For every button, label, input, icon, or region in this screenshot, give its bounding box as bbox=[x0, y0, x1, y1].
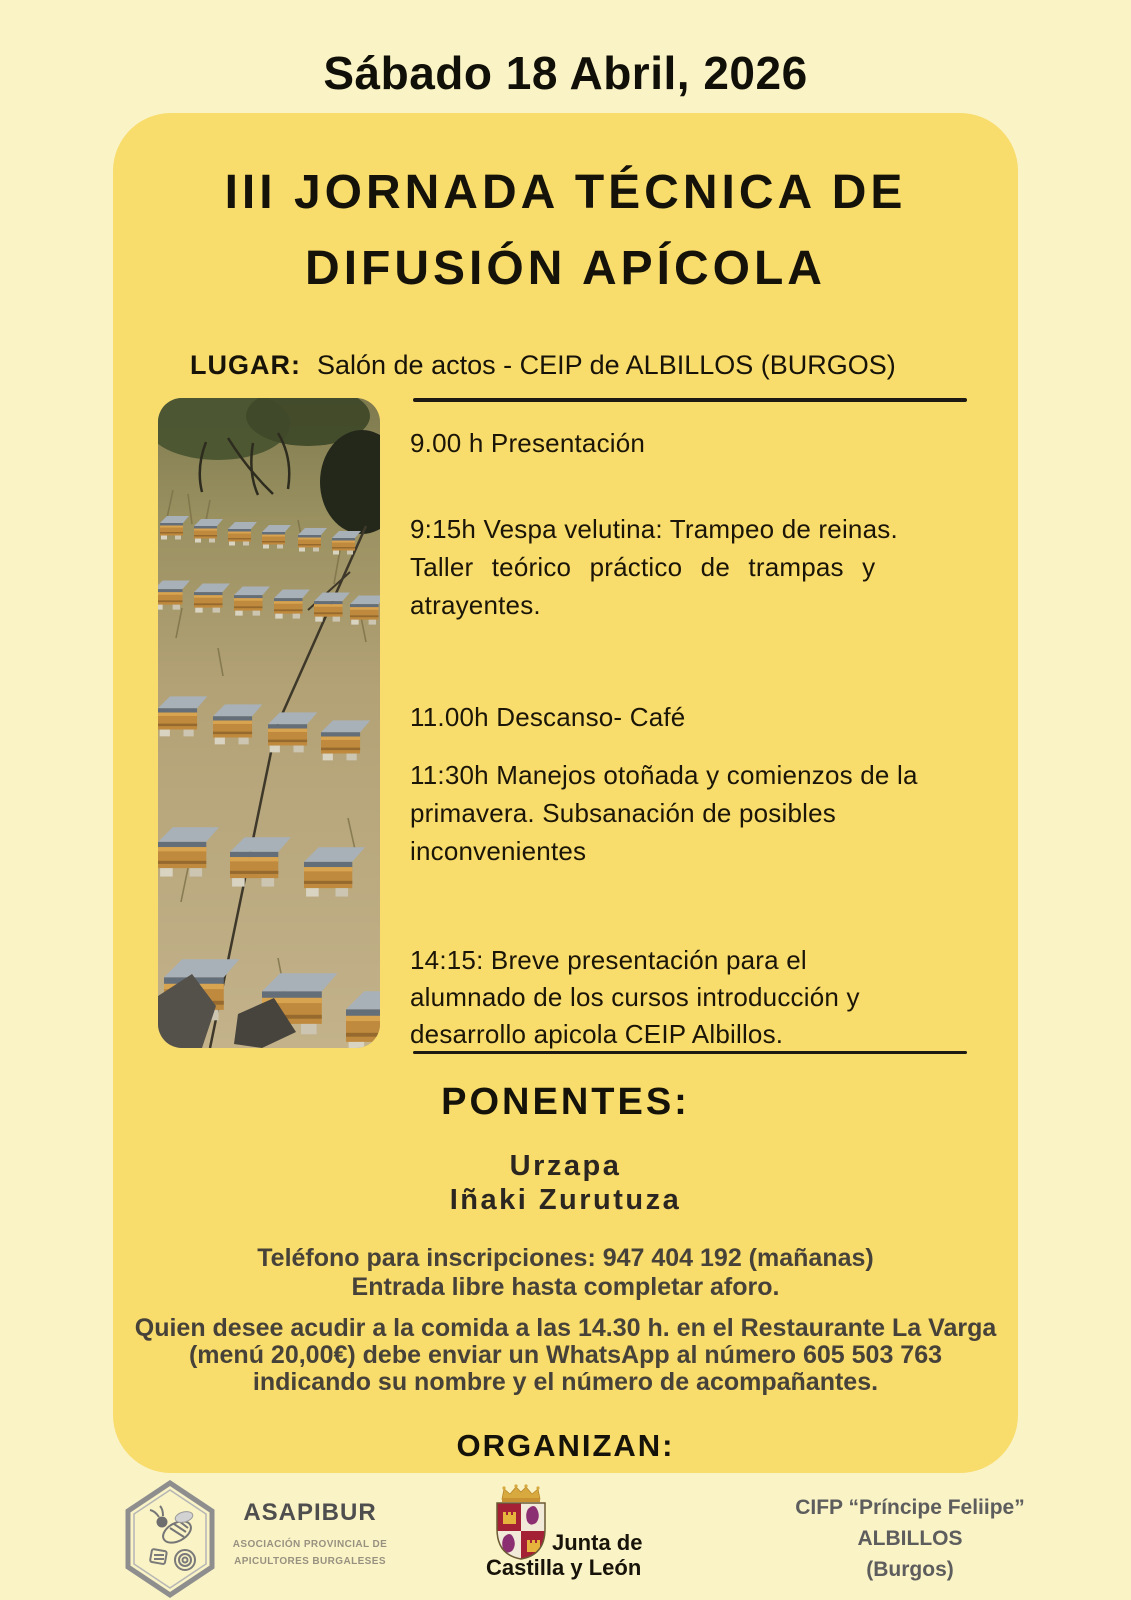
asapibur-name: ASAPIBUR bbox=[243, 1499, 377, 1526]
schedule-line: primavera. Subsanación de posibles bbox=[410, 798, 836, 828]
schedule-line: 11.00h Descanso- Café bbox=[410, 702, 686, 732]
location-label: LUGAR: bbox=[190, 350, 301, 380]
meal-note-line: Quien desee acudir a la comida a las 14.30 h. en el Restaurante La Varga bbox=[134, 1314, 997, 1342]
speaker-name: Urzapa bbox=[509, 1150, 622, 1182]
schedule-item-presentacion bbox=[410, 424, 958, 462]
meal-note bbox=[113, 1315, 1018, 1396]
junta-name-line1: Junta de bbox=[552, 1530, 643, 1555]
event-title-line1: III JORNADA TÉCNICA DE bbox=[224, 166, 907, 219]
asapibur-subtitle-line2: APICULTORES BURGALESES bbox=[234, 1556, 386, 1567]
schedule-item-descanso bbox=[410, 698, 958, 736]
schedule-line: alumnado de los cursos introducción y bbox=[410, 982, 860, 1012]
apiary-photo-illustration bbox=[158, 398, 380, 1048]
schedule-item-vespa-velutina bbox=[410, 510, 958, 624]
bottom-divider bbox=[413, 1051, 967, 1054]
cifp-line2: ALBILLOS bbox=[857, 1527, 963, 1550]
meal-note-line: (menú 20,00€) debe enviar un WhatsApp al número 605 503 763 bbox=[188, 1341, 943, 1369]
top-divider bbox=[413, 398, 967, 402]
schedule-line: 14:15: Breve presentación para el bbox=[410, 945, 807, 975]
inscription-info bbox=[113, 1244, 1018, 1302]
junta-name-line2: Castilla y León bbox=[486, 1555, 642, 1580]
event-date: Sábado 18 Abril, 2026 bbox=[323, 47, 808, 99]
schedule-line: atrayentes. bbox=[410, 590, 541, 620]
speakers-list bbox=[113, 1149, 1018, 1217]
schedule-line: 9:15h Vespa velutina: Trampeo de reinas. bbox=[410, 514, 898, 544]
event-location bbox=[190, 350, 896, 381]
event-card bbox=[113, 113, 1018, 1473]
schedule-item-presentacion-alumnado bbox=[410, 942, 958, 1053]
asapibur-bee-hexagon-icon bbox=[125, 1480, 215, 1598]
schedule-line: inconvenientes bbox=[410, 836, 587, 866]
speakers-heading: PONENTES: bbox=[441, 1081, 690, 1123]
cifp-school-name bbox=[790, 1492, 1030, 1585]
schedule-line: 9.00 h Presentación bbox=[410, 428, 646, 458]
apiary-beehives-photo bbox=[158, 398, 380, 1048]
event-title bbox=[113, 155, 1018, 307]
asapibur-subtitle bbox=[215, 1536, 405, 1570]
schedule-line: desarrollo apicola CEIP Albillos. bbox=[410, 1019, 784, 1049]
meal-note-line: indicando su nombre y el número de acompañantes. bbox=[252, 1368, 879, 1396]
cifp-line1: CIFP “Príncipe Feliipe” bbox=[795, 1496, 1025, 1519]
capacity-line: Entrada libre hasta completar aforo. bbox=[351, 1273, 780, 1301]
location-value: Salón de actos - CEIP de ALBILLOS (BURGOS) bbox=[316, 350, 896, 380]
organizers-heading: ORGANIZAN: bbox=[456, 1428, 675, 1463]
asapibur-subtitle-line1: ASOCIACIÓN PROVINCIAL DE bbox=[232, 1539, 388, 1550]
schedule-item-manejos bbox=[410, 756, 958, 870]
schedule-line: Taller teórico práctico de trampas y bbox=[410, 552, 876, 582]
phone-line: Teléfono para inscripciones: 947 404 192 (mañanas) bbox=[257, 1244, 874, 1272]
junta-castilla-leon-crest-icon bbox=[494, 1483, 548, 1563]
cifp-line3: (Burgos) bbox=[866, 1558, 954, 1581]
event-title-line2: DIFUSIÓN APÍCOLA bbox=[305, 242, 826, 295]
schedule-line: 11:30h Manejos otoñada y comienzos de la bbox=[410, 760, 918, 790]
speaker-name: Iñaki Zurutuza bbox=[449, 1184, 682, 1216]
